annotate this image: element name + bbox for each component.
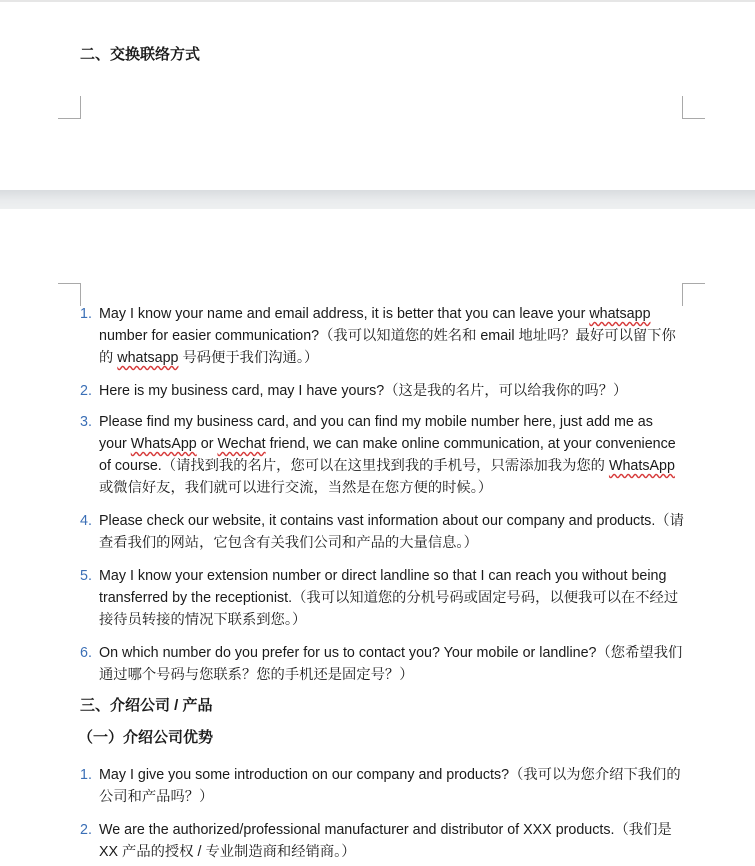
list-number: 1.: [80, 306, 92, 322]
contact-questions-list: [80, 303, 684, 686]
list-item: [80, 819, 684, 863]
subsection-heading-company-advantages: （一）介绍公司优势: [78, 729, 214, 746]
spellcheck-word[interactable]: WhatsApp: [130, 436, 197, 452]
margin-corner-mark: [682, 96, 705, 119]
spellcheck-word[interactable]: Wechat: [217, 436, 266, 452]
item-text: or: [196, 436, 218, 452]
item-text: friend, we can make online communication, at your convenience of course.（请找到我的名片，您可以在这里找到我的手机号，只需添加我为您的: [99, 436, 676, 474]
margin-corner-mark: [682, 283, 705, 306]
list-item: [80, 642, 684, 686]
list-item: [80, 303, 684, 369]
document-page-2[interactable]: [0, 209, 755, 866]
item-text: Please check our website, it contains vast information about our company and products.（请查看我们的网站，它包含有关我们公司和产品的大量信息。）: [99, 513, 684, 551]
list-number: 1.: [80, 767, 92, 783]
document-page-1[interactable]: [0, 2, 755, 190]
list-number: 4.: [80, 513, 92, 529]
list-item: [80, 565, 684, 631]
item-text: number for easier communication?（我可以知道您的姓名和 email 地址吗？最好可以留下你的: [99, 328, 676, 366]
item-text: On which number do you prefer for us to contact you? Your mobile or landline?（您希望我们通过哪个号码与您联系？您的手机还是固定号？）: [99, 645, 683, 683]
list-item: [80, 510, 684, 554]
company-intro-list: [80, 764, 684, 863]
spellcheck-word[interactable]: whatsapp: [117, 350, 179, 366]
item-text: 或微信好友，我们就可以进行交流，当然是在您方便的时候。）: [99, 480, 493, 496]
list-number: 3.: [80, 414, 92, 430]
item-text: May I know your name and email address, it is better that you can leave your: [99, 306, 590, 322]
section-heading-contact-exchange: 二、交换联络方式: [80, 46, 201, 63]
list-number: 2.: [80, 822, 92, 838]
list-number: 6.: [80, 645, 92, 661]
page-break-gap: [0, 190, 755, 209]
item-text: 号码便于我们沟通。）: [178, 350, 319, 366]
section-heading-company-intro: 三、介绍公司 / 产品: [80, 697, 213, 714]
spellcheck-word[interactable]: WhatsApp: [608, 458, 675, 474]
list-number: 2.: [80, 383, 92, 399]
item-text: Please find my business card, and you can find my mobile number here, just add me as your: [99, 414, 653, 452]
list-item: [80, 380, 684, 402]
item-text: Here is my business card, may I have yours?（这是我的名片，可以给我你的吗？）: [99, 383, 628, 399]
margin-corner-mark: [58, 283, 81, 306]
list-item: [80, 411, 684, 499]
margin-corner-mark: [58, 96, 81, 119]
item-text: We are the authorized/professional manufacturer and distributor of XXX products.（我们是 XX 产品的授权 / 专业制造商和经销商。）: [99, 822, 672, 860]
item-text: May I know your extension number or direct landline so that I can reach you without being transferred by the receptionist.（我可以知道您的分机号码或固定号码，以便我可以在不经过接待员转接的情况下联系到您。）: [99, 568, 679, 628]
list-number: 5.: [80, 568, 92, 584]
spellcheck-word[interactable]: whatsapp: [589, 306, 651, 322]
item-text: May I give you some introduction on our company and products?（我可以为您介绍下我们的公司和产品吗？）: [99, 767, 681, 805]
list-item: [80, 764, 684, 808]
